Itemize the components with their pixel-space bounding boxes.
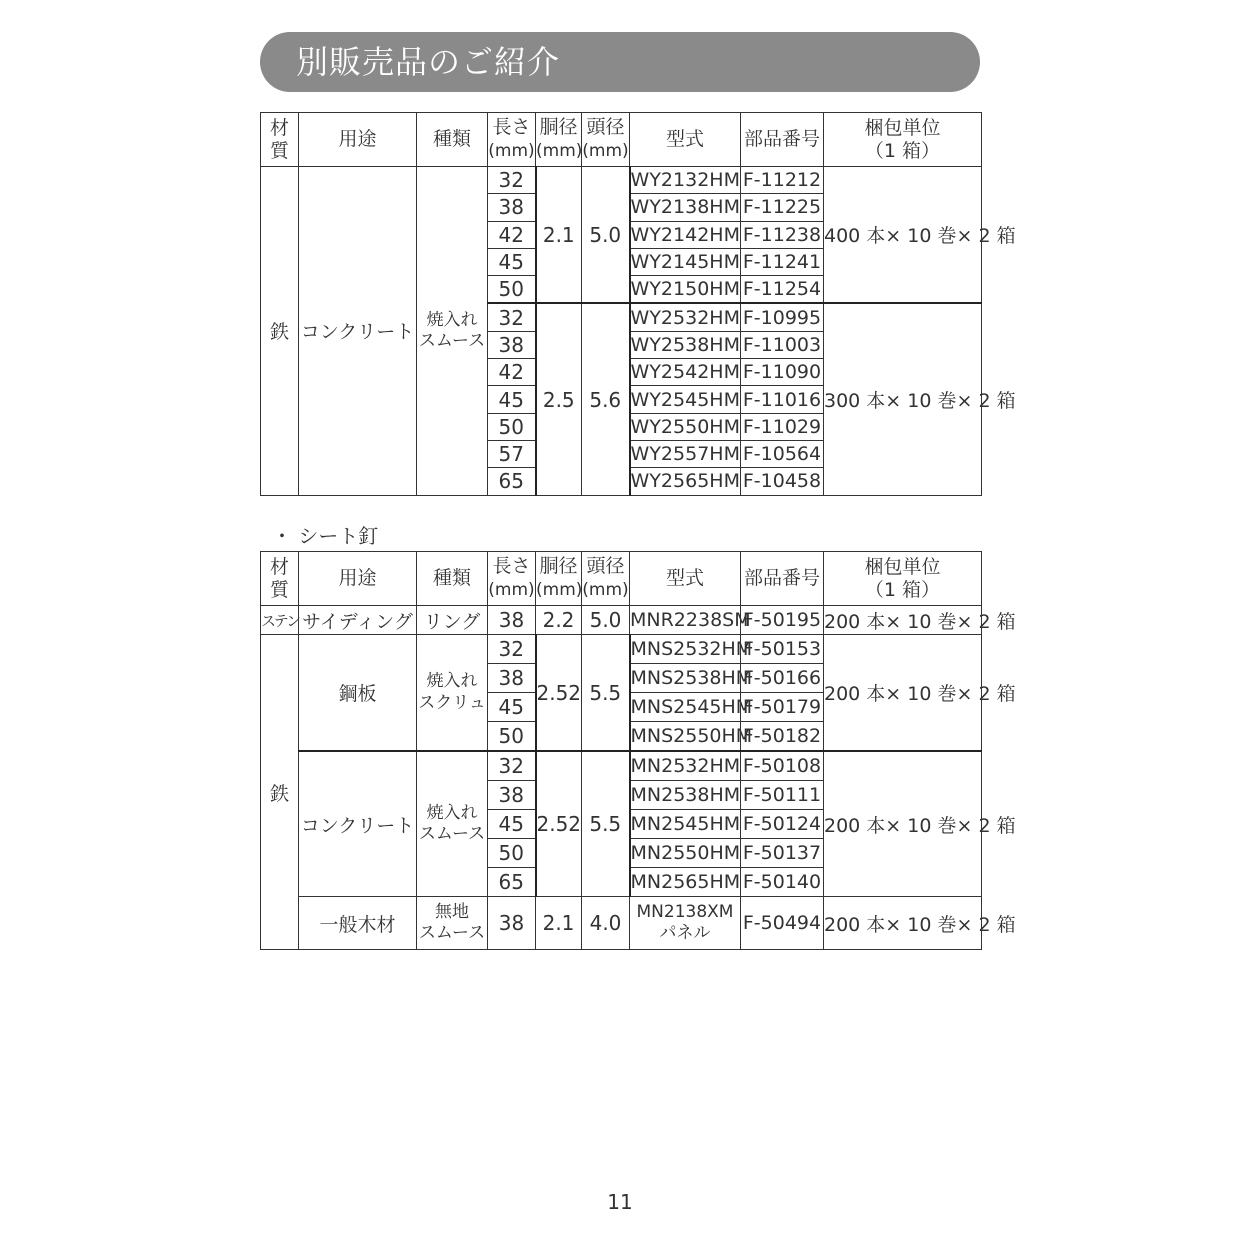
head-cell: 5.0 (582, 606, 630, 635)
model-cell: MN2538HM (630, 781, 741, 810)
model-cell: MNR2238SM (630, 606, 741, 635)
shank-cell: 2.1 (536, 897, 582, 950)
shank-cell: 2.5 (536, 303, 582, 495)
length-cell: 65 (488, 868, 536, 897)
table-row (261, 167, 982, 194)
part-cell: F-50179 (741, 693, 824, 722)
part-cell: F-11212 (741, 167, 824, 194)
header-model: 型式 (630, 552, 741, 606)
table-row (261, 606, 982, 635)
model-cell: MN2532HM (630, 751, 741, 781)
header-use: 用途 (299, 552, 417, 606)
model-cell: MN2550HM (630, 839, 741, 868)
part-cell: F-11029 (741, 413, 824, 440)
part-cell: F-11241 (741, 248, 824, 275)
header-length: 長さ (mm) (488, 552, 536, 606)
part-cell: F-10458 (741, 468, 824, 495)
head-cell: 5.5 (582, 751, 630, 897)
header-material: 材 質 (261, 552, 299, 606)
model-cell: WY2150HM (630, 276, 741, 304)
model-cell: WY2542HM (630, 359, 741, 386)
part-cell: F-50153 (741, 635, 824, 664)
length-cell: 38 (488, 781, 536, 810)
model-cell: MN2138XM パネル (630, 897, 741, 950)
model-cell: MNS2538HM (630, 664, 741, 693)
model-cell: WY2138HM (630, 194, 741, 221)
model-cell: WY2557HM (630, 440, 741, 467)
use-cell: サイディング (299, 606, 417, 635)
model-cell: MNS2545HM (630, 693, 741, 722)
pack-cell: 300 本× 10 巻× 2 箱 (824, 303, 982, 495)
part-cell: F-11254 (741, 276, 824, 304)
sheet-nail-table (260, 551, 1016, 950)
section-note: ・ シート釘 (272, 524, 379, 548)
header-type: 種類 (417, 113, 488, 167)
length-cell: 32 (488, 635, 536, 664)
model-cell: WY2538HM (630, 331, 741, 358)
pack-cell: 200 本× 10 巻× 2 箱 (824, 751, 982, 897)
part-cell: F-50111 (741, 781, 824, 810)
head-cell: 5.6 (582, 303, 630, 495)
part-cell: F-50195 (741, 606, 824, 635)
length-cell: 42 (488, 221, 536, 248)
part-cell: F-11238 (741, 221, 824, 248)
part-cell: F-50124 (741, 810, 824, 839)
length-cell: 50 (488, 722, 536, 752)
length-cell: 45 (488, 693, 536, 722)
length-cell: 50 (488, 413, 536, 440)
shank-cell: 2.1 (536, 167, 582, 304)
type-cell: 焼入れ スムース (417, 751, 488, 897)
length-cell: 38 (488, 331, 536, 358)
header-material: 材 質 (261, 113, 299, 167)
type-cell: 焼入れ スムース (417, 167, 488, 496)
part-cell: F-50137 (741, 839, 824, 868)
header-length: 長さ (mm) (488, 113, 536, 167)
part-cell: F-10564 (741, 440, 824, 467)
header-shank: 胴径 (mm) (536, 552, 582, 606)
length-cell: 50 (488, 839, 536, 868)
header-head: 頭径 (mm) (582, 552, 630, 606)
wire-coil-nail-table (260, 112, 1016, 496)
model-cell: WY2142HM (630, 221, 741, 248)
model-cell: WY2145HM (630, 248, 741, 275)
head-cell: 5.5 (582, 635, 630, 752)
part-cell: F-11016 (741, 386, 824, 413)
part-cell: F-50140 (741, 868, 824, 897)
model-cell: MNS2550HM (630, 722, 741, 752)
part-cell: F-50182 (741, 722, 824, 752)
model-cell: WY2532HM (630, 303, 741, 331)
head-cell: 4.0 (582, 897, 630, 950)
table-row (261, 635, 982, 664)
material-cell: 鉄 (261, 167, 299, 496)
length-cell: 45 (488, 386, 536, 413)
header-head: 頭径 (mm) (582, 113, 630, 167)
use-cell: コンクリート (299, 751, 417, 897)
part-cell: F-50494 (741, 897, 824, 950)
use-cell: コンクリート (299, 167, 417, 496)
shank-cell: 2.52 (536, 751, 582, 897)
length-cell: 42 (488, 359, 536, 386)
length-cell: 32 (488, 751, 536, 781)
header-pack: 梱包単位 （1 箱） (824, 113, 982, 167)
pack-cell: 200 本× 10 巻× 2 箱 (824, 606, 982, 635)
page-number: 11 (607, 1190, 633, 1214)
length-cell: 38 (488, 606, 536, 635)
table-header-row (261, 113, 982, 167)
header-use: 用途 (299, 113, 417, 167)
model-cell: WY2132HM (630, 167, 741, 194)
header-part: 部品番号 (741, 113, 824, 167)
model-cell: WY2550HM (630, 413, 741, 440)
length-cell: 57 (488, 440, 536, 467)
table-row (261, 751, 982, 781)
model-cell: MN2545HM (630, 810, 741, 839)
table-row (261, 897, 982, 950)
section-banner (260, 32, 980, 92)
length-cell: 38 (488, 897, 536, 950)
length-cell: 45 (488, 248, 536, 275)
length-cell: 45 (488, 810, 536, 839)
type-cell: 焼入れ スクリュ (417, 635, 488, 752)
part-cell: F-11225 (741, 194, 824, 221)
type-cell: リング (417, 606, 488, 635)
length-cell: 38 (488, 664, 536, 693)
material-cell: ステン (261, 606, 299, 635)
model-cell: WY2545HM (630, 386, 741, 413)
type-cell: 無地 スムース (417, 897, 488, 950)
length-cell: 32 (488, 303, 536, 331)
model-cell: MN2565HM (630, 868, 741, 897)
part-cell: F-50108 (741, 751, 824, 781)
part-cell: F-11003 (741, 331, 824, 358)
header-model: 型式 (630, 113, 741, 167)
pack-cell: 400 本× 10 巻× 2 箱 (824, 167, 982, 304)
shank-cell: 2.2 (536, 606, 582, 635)
table-header-row (261, 552, 982, 606)
length-cell: 65 (488, 468, 536, 495)
part-cell: F-10995 (741, 303, 824, 331)
head-cell: 5.0 (582, 167, 630, 304)
part-cell: F-50166 (741, 664, 824, 693)
model-cell: WY2565HM (630, 468, 741, 495)
header-part: 部品番号 (741, 552, 824, 606)
use-cell: 鋼板 (299, 635, 417, 752)
header-type: 種類 (417, 552, 488, 606)
length-cell: 38 (488, 194, 536, 221)
header-pack: 梱包単位 （1 箱） (824, 552, 982, 606)
model-cell: MNS2532HM (630, 635, 741, 664)
header-shank: 胴径 (mm) (536, 113, 582, 167)
banner-title: 別販売品のご紹介 (296, 43, 561, 81)
part-cell: F-11090 (741, 359, 824, 386)
length-cell: 32 (488, 167, 536, 194)
pack-cell: 200 本× 10 巻× 2 箱 (824, 897, 982, 950)
pack-cell: 200 本× 10 巻× 2 箱 (824, 635, 982, 752)
use-cell: 一般木材 (299, 897, 417, 950)
material-cell: 鉄 (261, 635, 299, 950)
length-cell: 50 (488, 276, 536, 304)
shank-cell: 2.52 (536, 635, 582, 752)
